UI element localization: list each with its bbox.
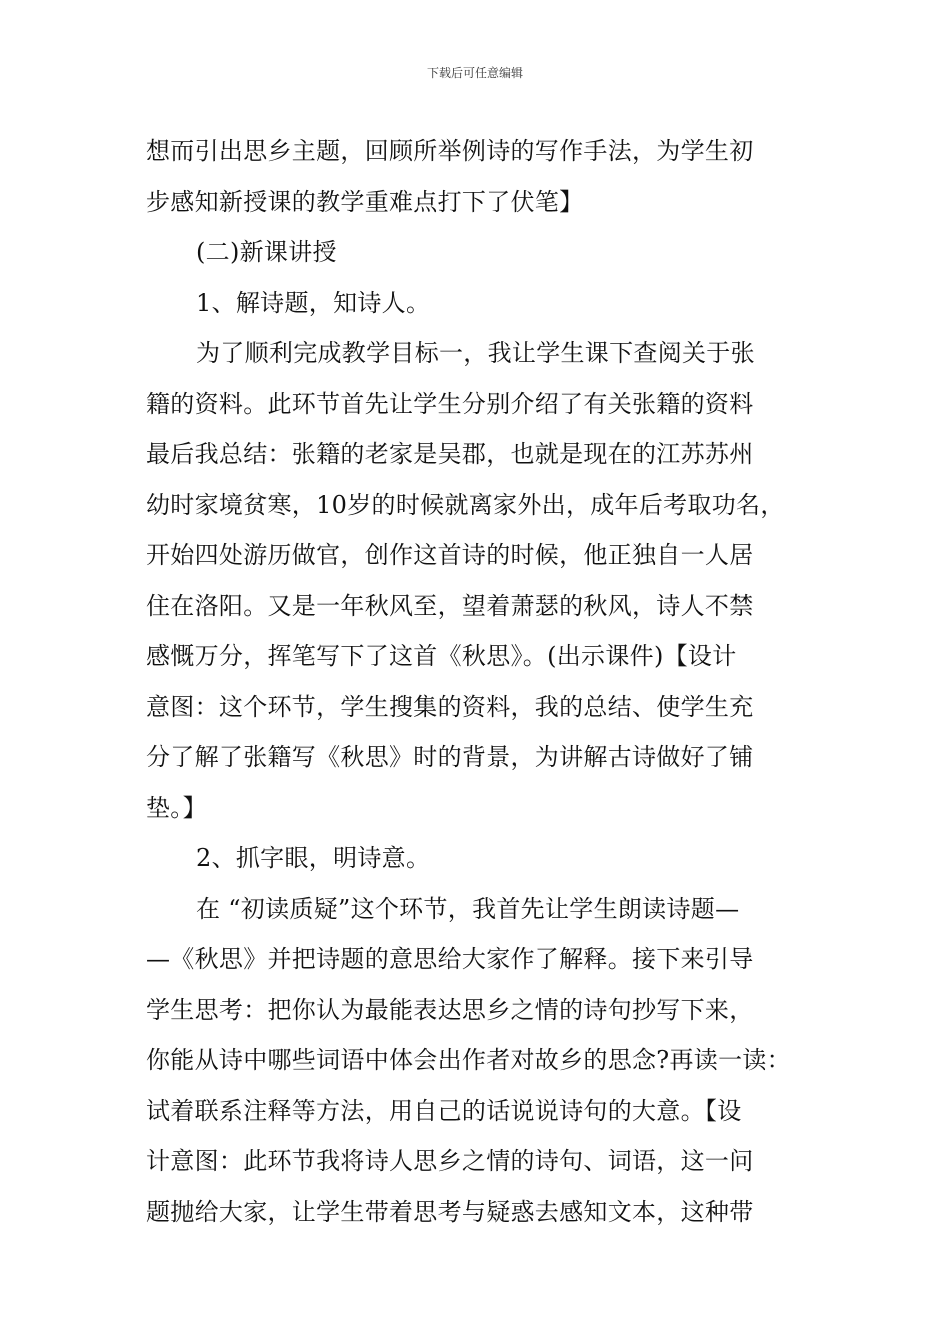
- text-line: 你能从诗中哪些词语中体会出作者对故乡的思念?再读一读：: [146, 1046, 791, 1074]
- text-line: 题抛给大家，让学生带着思考与疑惑去感知文本，这种带: [146, 1197, 754, 1226]
- subsection-heading: 1、解诗题，知诗人。: [196, 288, 431, 317]
- text-line: 在 “初读质疑”这个环节，我首先让学生朗读诗题—: [196, 894, 740, 923]
- section-heading: (二)新课讲授: [196, 238, 337, 266]
- text-line: 分了解了张籍写《秋思》时的背景，为讲解古诗做好了铺: [146, 743, 754, 771]
- page-header: 下载后可任意编辑: [426, 66, 523, 80]
- text-line: 感慨万分，挥笔写下了这首《秋思》。(出示课件)【设计: [146, 642, 737, 670]
- text-line: 计意图：此环节我将诗人思乡之情的诗句、词语，这一问: [146, 1147, 754, 1175]
- text-line: 最后我总结：张籍的老家是吴郡，也就是现在的江苏苏州: [146, 440, 754, 468]
- text-line: 为了顺利完成教学目标一，我让学生课下查阅关于张: [196, 339, 755, 367]
- text-line: 试着联系注释等方法，用自己的话说说诗句的大意。【设: [146, 1096, 742, 1125]
- text-line: 想而引出思乡主题，回顾所举例诗的写作手法，为学生初: [146, 137, 754, 165]
- text-line: 垫。】: [146, 793, 207, 822]
- text-line: —《秋思》并把诗题的意思给大家作了解释。接下来引导: [146, 945, 754, 973]
- text-line: 开始四处游历做官，创作这首诗的时候，他正独自一人居: [146, 541, 754, 569]
- text-line: 幼时家境贫寒，10岁的时候就离家外出，成年后考取功名，: [146, 490, 785, 519]
- document-body: [146, 126, 816, 1237]
- text-line: 籍的资料。此环节首先让学生分别介绍了有关张籍的资料: [146, 389, 754, 418]
- text-line: 意图：这个环节，学生搜集的资料，我的总结、使学生充: [146, 692, 754, 721]
- text-line: 步感知新授课的教学重难点打下了伏笔】: [146, 187, 584, 216]
- subsection-heading: 2、抓字眼，明诗意。: [196, 844, 431, 872]
- text-line: 住在洛阳。又是一年秋风至，望着萧瑟的秋风，诗人不禁: [146, 591, 754, 620]
- text-line: 学生思考：把你认为最能表达思乡之情的诗句抄写下来，: [146, 995, 754, 1024]
